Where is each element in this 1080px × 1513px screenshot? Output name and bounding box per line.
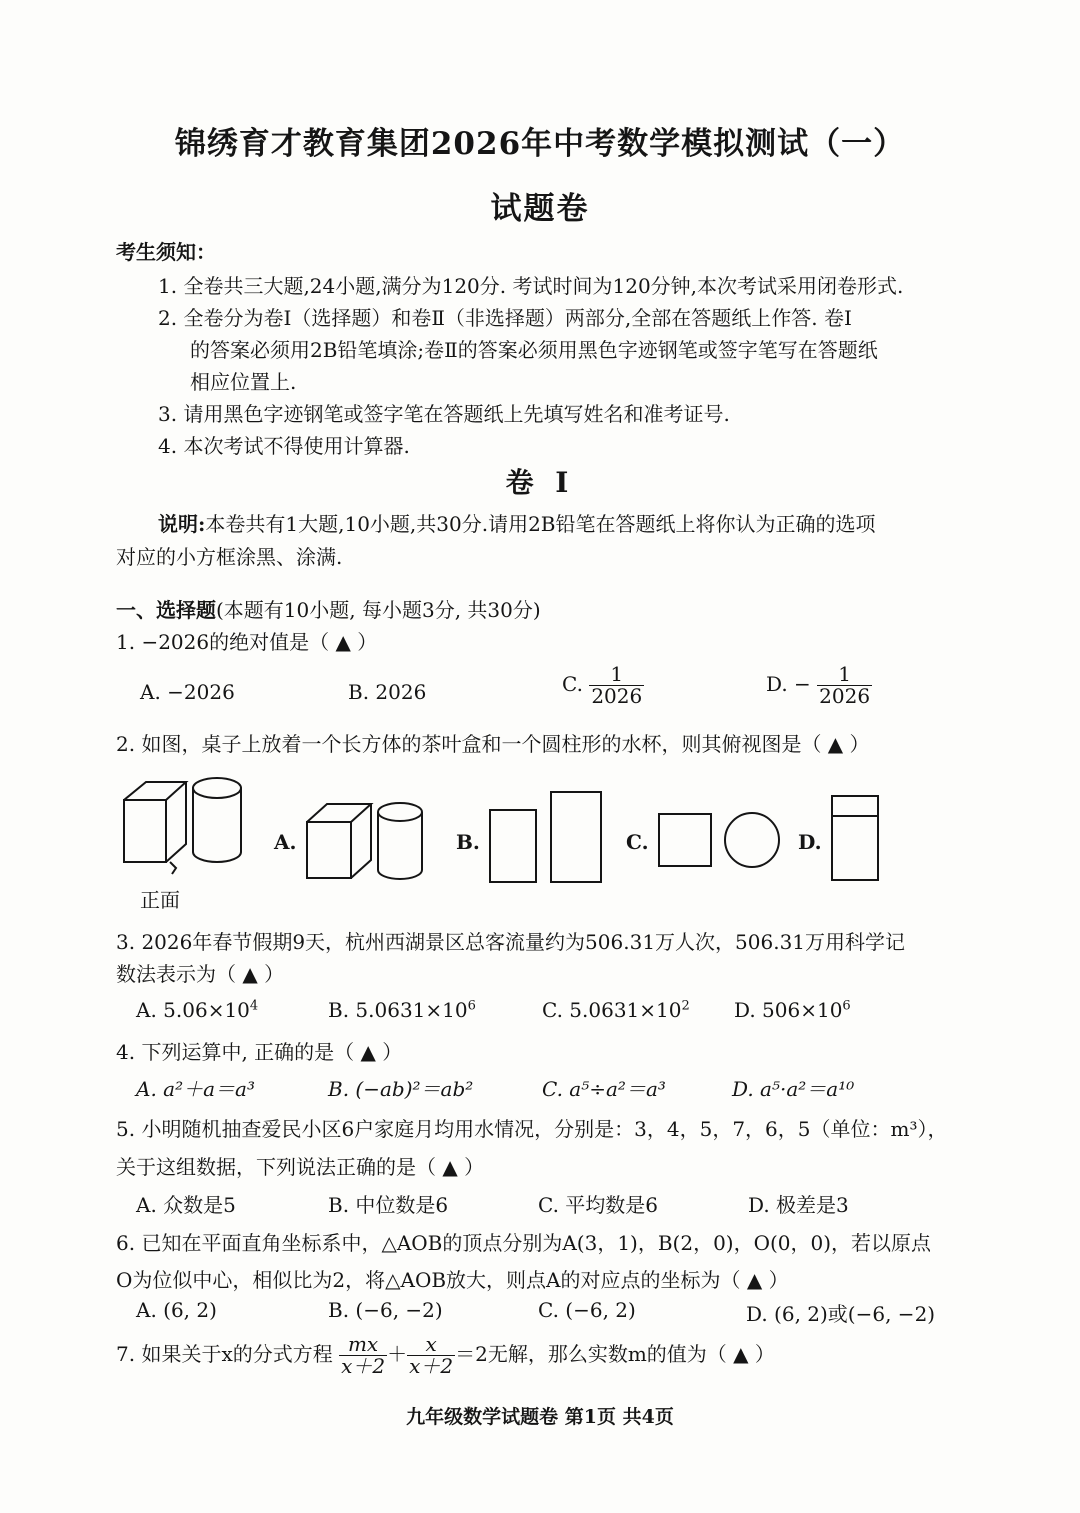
- q1-option-b: B. 2026: [348, 680, 427, 704]
- q3-option-c-exp: 2: [681, 998, 690, 1014]
- q1-option-a: A. −2026: [140, 680, 235, 704]
- q6-stem-line-2: O为位似中心，相似比为2，将△AOB放大，则点A的对应点的坐标为（ ▲ ）: [116, 1268, 789, 1292]
- q1-option-d-label: D. −: [766, 672, 811, 696]
- q2-main-cylinder-figure: [193, 778, 241, 862]
- q4-option-c: C. a⁵÷a²＝a³: [542, 1077, 666, 1101]
- q3-option-b-exp: 6: [467, 998, 476, 1014]
- q5-stem-line-1: 5. 小明随机抽查爱民小区6户家庭月均用水情况，分别是：3，4，5，7，6，5（单位：m³），: [116, 1117, 948, 1141]
- q3-option-b-base: B. 5.0631×10: [328, 998, 468, 1022]
- page-footer: 九年级数学试题卷 第1页 共4页: [406, 1406, 674, 1428]
- volume-title: 卷 Ⅰ: [505, 466, 575, 499]
- q6-stem-line-1: 6. 已知在平面直角坐标系中，△AOB的顶点分别为A(3，1)，B(2，0)，O(0，0)，若以原点: [116, 1231, 932, 1255]
- q4-option-b: B. (−ab)²＝ab²: [328, 1077, 474, 1101]
- q7-fraction-2: [407, 1334, 455, 1377]
- q3-option-d-base: D. 506×10: [734, 998, 843, 1022]
- q3-option-d: [734, 998, 851, 1022]
- q3-option-b: [328, 998, 476, 1022]
- q4-stem: 4. 下列运算中, 正确的是（ ▲ ）: [116, 1040, 403, 1064]
- q5-option-c: C. 平均数是6: [538, 1193, 659, 1217]
- notice-line-2: 2. 全卷分为卷Ⅰ（选择题）和卷Ⅱ（非选择题）两部分,全部在答题纸上作答. 卷Ⅰ: [158, 306, 852, 330]
- part1-heading-title: 一、选择题: [116, 598, 216, 622]
- q7-fraction-1: [339, 1334, 387, 1377]
- q2-option-b-label: B.: [456, 830, 480, 854]
- q6-option-a: A. (6, 2): [136, 1298, 217, 1322]
- q5-option-d: D. 极差是3: [748, 1193, 849, 1217]
- page-title: 锦绣育才教育集团2026年中考数学模拟测试（一）: [174, 126, 906, 162]
- q1-option-c-fraction: [589, 664, 644, 707]
- q2-option-d-label: D.: [798, 830, 822, 854]
- q7-fraction-1-numerator: mx: [339, 1334, 387, 1356]
- q3-stem-line-1: 3. 2026年春节假期9天，杭州西湖景区总客流量约为506.31万人次，506.31万用科学记: [116, 930, 906, 954]
- q2-stem: 2. 如图，桌子上放着一个长方体的茶叶盒和一个圆柱形的水杯，则其俯视图是（ ▲ ）: [116, 732, 870, 756]
- q5-option-a: A. 众数是5: [136, 1193, 236, 1217]
- q6-option-d: D. (6, 2)或(−6, −2): [746, 1302, 936, 1326]
- q6-option-b: B. (−6, −2): [328, 1298, 443, 1322]
- q1-stem: 1. −2026的绝对值是（ ▲ ）: [116, 630, 378, 654]
- part1-heading-note: (本题有10小题, 每小题3分, 共30分): [216, 598, 541, 622]
- q3-stem-line-2: 数法表示为（ ▲ ）: [116, 962, 285, 986]
- q7-fraction-2-denominator: x＋2: [409, 1354, 454, 1378]
- q2-option-c-label: C.: [626, 830, 649, 854]
- volume-desc-text: 本卷共有1大题,10小题,共30分.请用2B铅笔在答题纸上将你认为正确的选项: [205, 512, 876, 536]
- notice-line-4: 相应位置上.: [190, 370, 297, 394]
- q1-option-d: [766, 664, 872, 707]
- q3-option-c-base: C. 5.0631×10: [542, 998, 682, 1022]
- notice-line-5: 3. 请用黑色字迹钢笔或签字笔在答题纸上先填写姓名和准考证号.: [158, 402, 730, 426]
- notice-line-3: 的答案必须用2B铅笔填涂;卷Ⅱ的答案必须用黑色字迹钢笔或签字笔写在答题纸: [190, 338, 878, 362]
- q2-option-d-figure: [832, 796, 878, 880]
- q2-option-a-label: A.: [274, 830, 297, 854]
- q7-fraction-1-denominator: x＋2: [341, 1354, 386, 1378]
- volume-desc-label: 说明:: [158, 512, 206, 536]
- q7-stem: [116, 1334, 775, 1377]
- q7-prefix: 7. 如果关于x的分式方程: [116, 1342, 333, 1366]
- q1-option-d-fraction: [817, 664, 872, 707]
- q2-front-label: 正面: [140, 888, 180, 912]
- q1-option-c-denominator: 2026: [591, 684, 643, 708]
- q3-option-d-exp: 6: [842, 998, 851, 1014]
- q3-option-c: [542, 998, 690, 1022]
- q1-option-d-numerator: 1: [817, 664, 872, 686]
- q2-option-a-figure: [307, 803, 422, 879]
- part1-heading: [116, 594, 541, 623]
- q2-main-box-figure: [124, 782, 186, 862]
- q3-option-a: [136, 998, 258, 1022]
- notice-heading: 考生须知：: [116, 240, 216, 264]
- volume-desc-line-2: 对应的小方框涂黑、涂满.: [116, 545, 343, 569]
- q2-front-arrow: [170, 862, 176, 874]
- q3-option-a-exp: 4: [249, 998, 259, 1014]
- q5-option-b: B. 中位数是6: [328, 1193, 449, 1217]
- q1-option-c-numerator: 1: [589, 664, 644, 686]
- q5-stem-line-2: 关于这组数据，下列说法正确的是（ ▲ ）: [116, 1155, 485, 1179]
- q7-fraction-2-numerator: x: [407, 1334, 455, 1356]
- notice-line-6: 4. 本次考试不得使用计算器.: [158, 434, 410, 458]
- q7-plus: ＋: [387, 1342, 408, 1366]
- q2-option-c-figure: [659, 813, 779, 867]
- q6-option-c: C. (−6, 2): [538, 1298, 636, 1322]
- q4-option-a: A. a²＋a＝a³: [136, 1077, 255, 1101]
- page-subtitle: 试题卷: [490, 191, 590, 227]
- q4-option-d: D. a⁵·a²＝a¹⁰: [732, 1077, 855, 1101]
- q1-option-c-label: C.: [562, 672, 583, 696]
- q7-suffix: ＝2无解，那么实数m的值为（ ▲ ）: [455, 1342, 775, 1366]
- volume-desc-line-1: [158, 508, 876, 537]
- q2-option-b-figure: [490, 792, 601, 882]
- q3-option-a-base: A. 5.06×10: [136, 998, 250, 1022]
- notice-line-1: 1. 全卷共三大题,24小题,满分为120分. 考试时间为120分钟,本次考试采用闭卷形式.: [158, 274, 904, 298]
- q1-option-d-denominator: 2026: [819, 684, 871, 708]
- q1-option-c: [562, 664, 644, 707]
